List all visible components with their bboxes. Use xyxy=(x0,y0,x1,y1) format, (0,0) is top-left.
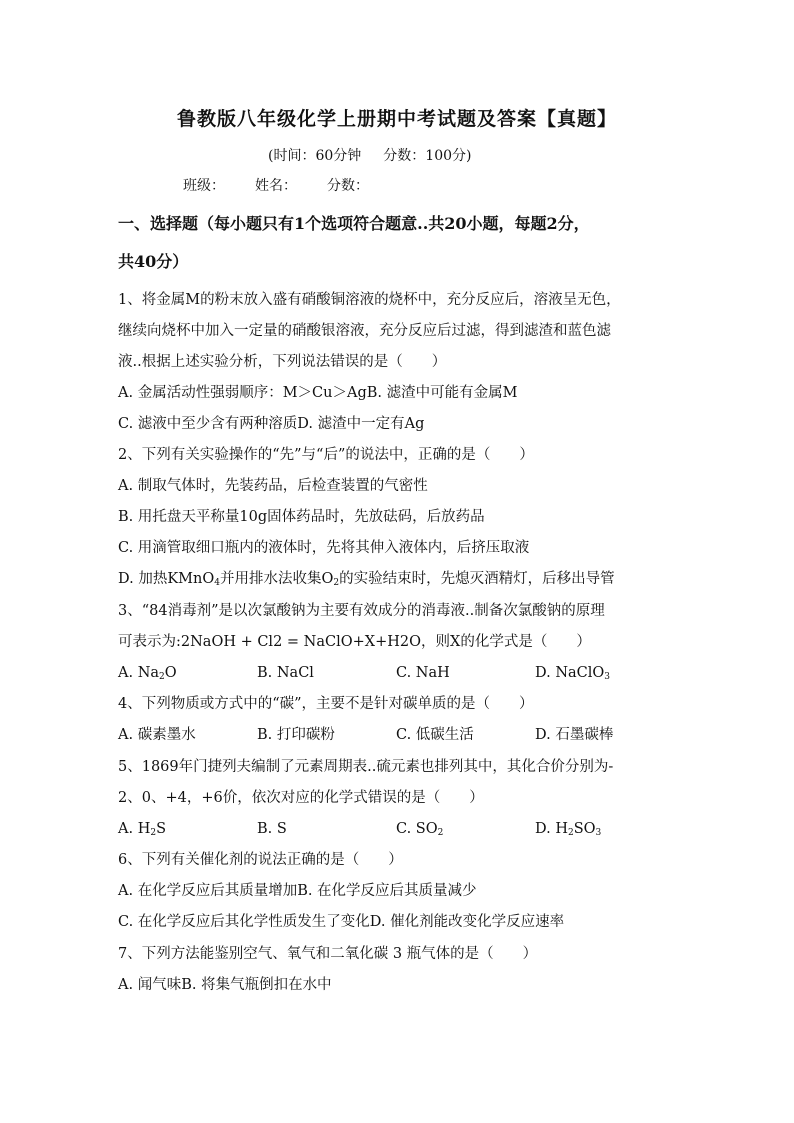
q3-option-d xyxy=(535,663,610,683)
q7-options-ab: A. 闻气味B. 将集气瓶倒扣在水中 xyxy=(118,977,332,993)
q4-option-a: A. 碳素墨水 xyxy=(118,727,196,743)
q5-stem-line2: 2、0、+4，+6价，依次对应的化学式错误的是（ ） xyxy=(118,790,484,806)
section-heading-line1: 一、选择题（每小题只有1个选项符合题意..共20小题，每题2分， xyxy=(118,214,590,233)
q2-option-a: A. 制取气体时，先装药品，后检查装置的气密性 xyxy=(118,478,428,494)
q1-stem-line1: 1、将金属M的粉末放入盛有硝酸铜溶液的烧杯中，充分反应后，溶液呈无色， xyxy=(118,292,621,308)
page-title: 鲁教版八年级化学上册期中考试题及答案【真题】 xyxy=(176,108,617,130)
points-label: 分数： xyxy=(327,178,369,194)
q4-options xyxy=(118,725,613,745)
q5-options xyxy=(118,819,601,839)
q4-option-b: B. 打印碳粉 xyxy=(257,727,335,743)
q6-options-ab: A. 在化学反应后其质量增加B. 在化学反应后其质量减少 xyxy=(118,883,477,899)
q5-a-sub: 2 xyxy=(150,828,157,838)
exam-meta xyxy=(268,145,493,165)
q2-d-text: D. 加热KMnO xyxy=(118,571,215,587)
q5-option-c xyxy=(396,819,535,839)
q1-options-cd: C. 滤液中至少含有两种溶质D. 滤渣中一定有Ag xyxy=(118,416,425,432)
q1-stem-line3: 液..根据上述实验分析，下列说法错误的是（ ） xyxy=(118,354,447,370)
q3-d-sub: 3 xyxy=(604,672,611,682)
q3-stem-line1: 3、“84消毒剂”是以次氯酸钠为主要有效成分的消毒液..制备次氯酸钠的原理 xyxy=(118,603,605,619)
q1-stem-line2: 继续向烧杯中加入一定量的硝酸银溶液，充分反应后过滤，得到滤渣和蓝色滤 xyxy=(118,323,611,339)
name-label: 姓名： xyxy=(255,178,297,194)
q3-options xyxy=(118,663,610,683)
q2-option-c: C. 用滴管取细口瓶内的液体时，先将其伸入液体内，后挤压取液 xyxy=(118,540,530,556)
total-score: 分数：100分) xyxy=(383,148,472,164)
q5-c-text: C. SO xyxy=(396,821,438,837)
q1-options-ab: A. 金属活动性强弱顺序：M＞Cu＞AgB. 滤渣中可能有金属M xyxy=(118,385,518,401)
q2-d-post: 的实验结束时，先熄灭酒精灯，后移出导管 xyxy=(339,571,615,587)
class-label: 班级： xyxy=(183,178,225,194)
q2-d-sub2: 2 xyxy=(333,578,340,588)
q5-option-a xyxy=(118,819,257,839)
q4-option-d: D. 石墨碳棒 xyxy=(535,727,614,743)
section-heading-line2: 共40分） xyxy=(118,252,189,271)
q3-a-text: A. Na xyxy=(118,665,160,681)
q5-stem-line1: 5、1869年门捷列夫编制了元素周期表..硫元素也排列其中，其化合价分别为- xyxy=(118,759,614,775)
q5-d-sub2: 3 xyxy=(595,828,602,838)
q3-option-c: C. NaH xyxy=(396,665,450,681)
q2-d-sub1: 4 xyxy=(214,578,220,588)
q3-a-sub: 2 xyxy=(159,672,165,682)
q5-a-post: S xyxy=(156,821,167,837)
q4-stem: 4、下列物质或方式中的“碳”，主要不是针对碳单质的是（ ） xyxy=(118,696,534,712)
q7-stem: 7、下列方法能鉴别空气、氧气和二氧化碳 3 瓶气体的是（ ） xyxy=(118,946,538,962)
q5-d-mid: SO xyxy=(573,821,596,837)
q5-a-text: A. H xyxy=(118,821,151,837)
q2-stem: 2、下列有关实验操作的“先”与“后”的说法中，正确的是（ ） xyxy=(118,447,534,463)
q5-option-d xyxy=(535,819,601,839)
q3-stem-line2: 可表示为:2NaOH + Cl2 = NaClO+X+H2O，则X的化学式是（ ） xyxy=(118,634,591,650)
q4-option-c: C. 低碳生活 xyxy=(396,727,474,743)
q5-d-text: D. H xyxy=(535,821,568,837)
q5-c-sub: 2 xyxy=(437,828,444,838)
time-limit: (时间：60分钟 xyxy=(268,148,362,164)
q6-options-cd: C. 在化学反应后其化学性质发生了变化D. 催化剂能改变化学反应速率 xyxy=(118,914,565,930)
q3-d-text: D. NaClO xyxy=(535,665,605,681)
q5-d-sub1: 2 xyxy=(567,828,574,838)
q3-option-b: B. NaCl xyxy=(257,665,314,681)
q2-d-mid: 并用排水法收集O xyxy=(219,571,334,587)
q3-a-post: O xyxy=(164,665,177,681)
q2-option-b: B. 用托盘天平称量10g固体药品时，先放砝码，后放药品 xyxy=(118,509,485,525)
q5-option-b: B. S xyxy=(257,821,287,837)
q3-option-a xyxy=(118,663,257,683)
q6-stem: 6、下列有关催化剂的说法正确的是（ ） xyxy=(118,852,403,868)
q2-option-d xyxy=(118,569,615,589)
student-info xyxy=(183,175,399,195)
